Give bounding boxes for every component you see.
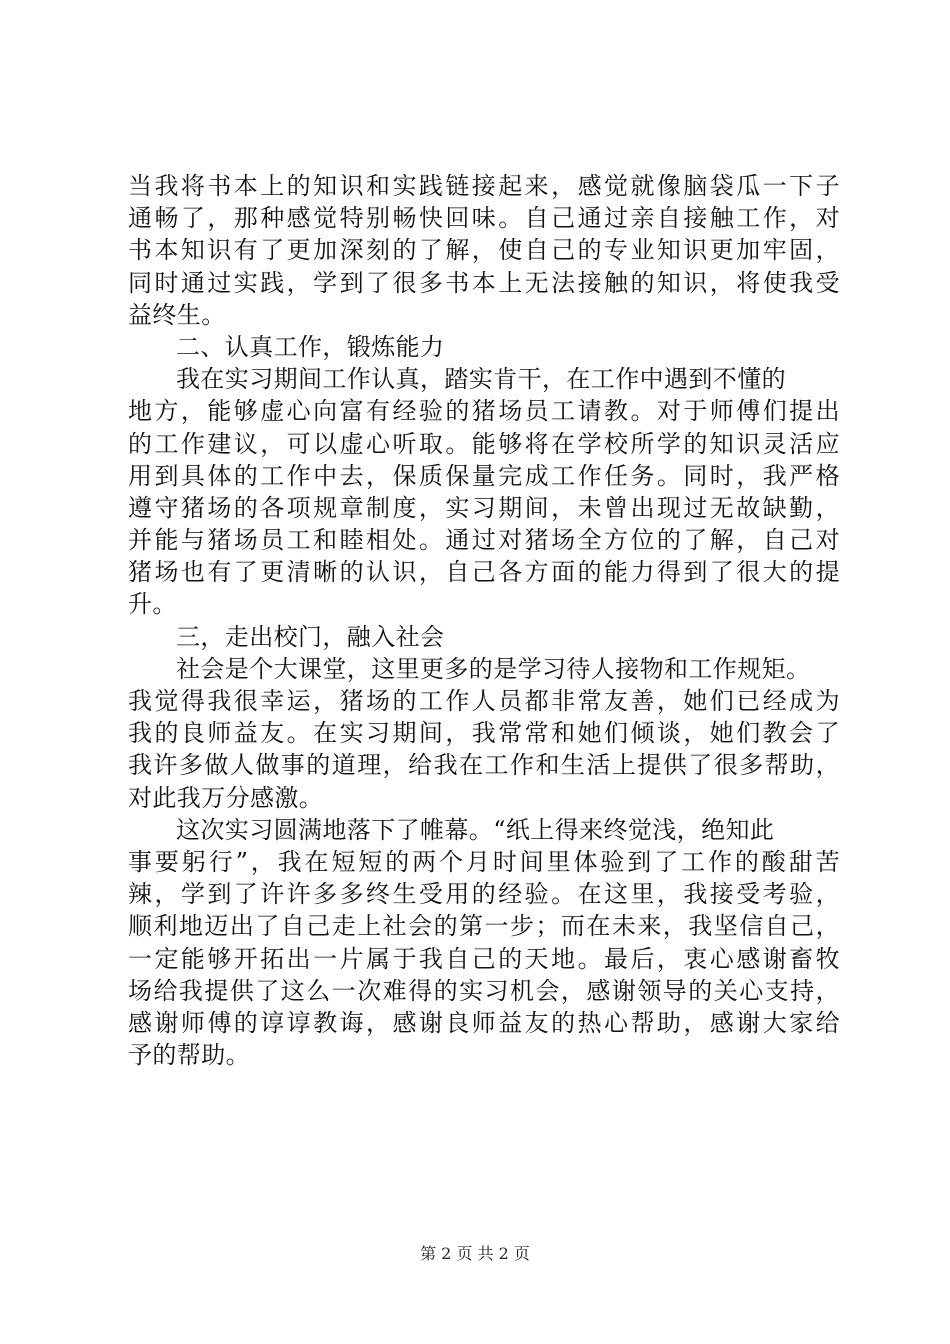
text-line: 事要躬行”，我在短短的两个月时间里体验到了工作的酸甜苦	[128, 847, 840, 876]
text-line: 通畅了，那种感觉特别畅快回味。自己通过亲自接触工作，对	[128, 204, 840, 233]
document-body	[128, 170, 840, 1071]
text-line: 我许多做人做事的道理，给我在工作和生活上提供了很多帮助，	[128, 751, 840, 780]
text-line: 辣，学到了许许多多终生受用的经验。在这里，我接受考验，	[128, 880, 840, 909]
text-line: 场给我提供了这么一次难得的实习机会，感谢领导的关心支持，	[128, 976, 840, 1005]
text-line: 同时通过实践，学到了很多书本上无法接触的知识，将使我受	[128, 268, 840, 297]
text-line: 遵守猪场的各项规章制度，实习期间，未曾出现过无故缺勤，	[128, 493, 840, 522]
text-line: 我的良师益友。在实习期间，我常常和她们倾谈，她们教会了	[128, 719, 840, 748]
text-line: 并能与猪场员工和睦相处。通过对猪场全方位的了解，自己对	[128, 526, 840, 555]
text-line: 当我将书本上的知识和实践链接起来，感觉就像脑袋瓜一下子	[128, 172, 840, 200]
text-line: 予的帮助。	[128, 1041, 250, 1070]
text-line: 这次实习圆满地落下了帷幕。“纸上得来终觉浅，绝知此	[176, 815, 775, 844]
text-line: 顺利地迈出了自己走上社会的第一步；而在未来，我坚信自己，	[128, 912, 840, 941]
text-line: 社会是个大课堂，这里更多的是学习待人接物和工作规矩。	[176, 654, 811, 683]
text-line: 我在实习期间工作认真，踏实肯干，在工作中遇到不懂的	[176, 365, 786, 394]
text-line: 我觉得我很幸运，猪场的工作人员都非常友善，她们已经成为	[128, 687, 840, 715]
text-line: 地方，能够虚心向富有经验的猪场员工请教。对于师傅们提出	[128, 397, 840, 426]
section-heading: 三，走出校门，融入社会	[176, 622, 445, 651]
text-line: 的工作建议，可以虚心听取。能够将在学校所学的知识灵活应	[128, 429, 840, 458]
text-line: 益终生。	[128, 300, 226, 329]
page-footer: 第 2 页 共 2 页	[420, 1244, 530, 1263]
text-line: 感谢师傅的谆谆教诲，感谢良师益友的热心帮助，感谢大家给	[128, 1008, 840, 1037]
text-line: 书本知识有了更加深刻的了解，使自己的专业知识更加牢固，	[128, 236, 840, 265]
text-line: 猪场也有了更清晰的认识，自己各方面的能力得到了很大的提	[128, 558, 840, 587]
section-heading: 二、认真工作，锻炼能力	[176, 332, 445, 361]
text-line: 对此我万分感激。	[128, 783, 324, 812]
text-line: 一定能够开拓出一片属于我自己的天地。最后，衷心感谢畜牧	[128, 944, 840, 973]
text-line: 用到具体的工作中去，保质保量完成工作任务。同时，我严格	[128, 461, 840, 490]
text-line: 升。	[128, 590, 177, 619]
